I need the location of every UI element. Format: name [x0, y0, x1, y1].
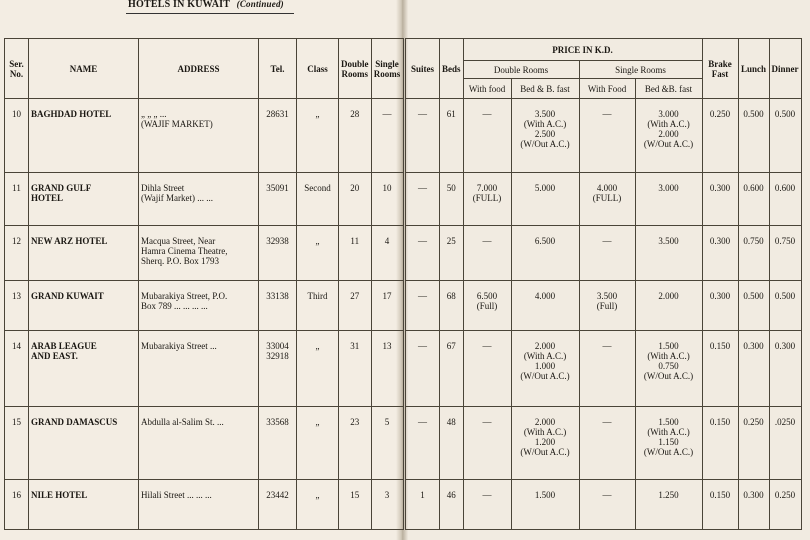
single-with-food: 3.500 (Full) — [579, 281, 635, 331]
table-row — [406, 173, 802, 226]
hotel-address: Abdulla al-Salim St. ... — [139, 407, 259, 480]
hotels-table-left — [4, 38, 404, 530]
table-row — [5, 173, 404, 226]
single-bed-bfast: 3.000 — [635, 173, 702, 226]
table-row — [5, 480, 404, 530]
brakefast-price: 0.300 — [702, 281, 738, 331]
header-single-bed-bfast: Bed &B. fast — [635, 79, 702, 99]
ser-no: 12 — [5, 226, 29, 281]
hotel-name: ARAB LEAGUE AND EAST. — [29, 331, 139, 407]
brakefast-price: 0.150 — [702, 407, 738, 480]
hotel-address: Hilali Street ... ... ... — [139, 480, 259, 530]
suites: — — [406, 226, 440, 281]
hotel-address: Mubarakiya Street, P.O. Box 789 ... ... ... ... — [139, 281, 259, 331]
page-heading — [128, 0, 284, 10]
hotel-class: „ — [297, 331, 339, 407]
double-with-food: — — [463, 331, 511, 407]
header-suites: Suites — [406, 39, 440, 99]
double-rooms: 23 — [339, 407, 372, 480]
ser-no: 10 — [5, 99, 29, 173]
single-with-food: — — [579, 226, 635, 281]
suites: — — [406, 99, 440, 173]
table-row — [5, 226, 404, 281]
single-with-food: — — [579, 407, 635, 480]
header-address: ADDRESS — [139, 39, 259, 99]
ser-no: 16 — [5, 480, 29, 530]
ser-no: 15 — [5, 407, 29, 480]
hotel-tel: 33138 — [259, 281, 297, 331]
lunch-price: 0.250 — [738, 407, 769, 480]
single-bed-bfast: 3.000 (With A.C.) 2.000 (W/Out A.C.) — [635, 99, 702, 173]
hotel-address: „ „ „ ... (WAJIF MARKET) — [139, 99, 259, 173]
double-rooms: 28 — [339, 99, 372, 173]
dinner-price: 0.500 — [769, 99, 801, 173]
hotel-name: GRAND KUWAIT — [29, 281, 139, 331]
header-dinner: Dinner — [769, 39, 801, 99]
hotel-tel: 33568 — [259, 407, 297, 480]
lunch-price: 0.500 — [738, 281, 769, 331]
double-bed-bfast: 4.000 — [511, 281, 579, 331]
header-price: PRICE IN K.D. — [463, 39, 702, 61]
hotel-address: Macqua Street, Near Hamra Cinema Theatre, Sherq. P.O. Box 1793 — [139, 226, 259, 281]
dinner-price: .0250 — [769, 407, 801, 480]
beds: 46 — [440, 480, 464, 530]
brakefast-price: 0.300 — [702, 226, 738, 281]
table-row — [406, 407, 802, 480]
suites: — — [406, 281, 440, 331]
beds: 67 — [440, 331, 464, 407]
table-row — [406, 281, 802, 331]
suites: 1 — [406, 480, 440, 530]
dinner-price: 0.300 — [769, 331, 801, 407]
double-rooms: 27 — [339, 281, 372, 331]
double-bed-bfast: 2.000 (With A.C.) 1.200 (W/Out A.C.) — [511, 407, 579, 480]
header-brakefast: Brake Fast — [702, 39, 738, 99]
hotel-class: Second — [297, 173, 339, 226]
hotel-name: GRAND DAMASCUS — [29, 407, 139, 480]
single-with-food: — — [579, 331, 635, 407]
hotel-name: NILE HOTEL — [29, 480, 139, 530]
hotel-class: „ — [297, 226, 339, 281]
double-bed-bfast: 2.000 (With A.C.) 1.000 (W/Out A.C.) — [511, 331, 579, 407]
single-bed-bfast: 2.000 — [635, 281, 702, 331]
dinner-price: 0.500 — [769, 281, 801, 331]
header-lunch: Lunch — [738, 39, 769, 99]
lunch-price: 0.500 — [738, 99, 769, 173]
header-tel: Tel. — [259, 39, 297, 99]
hotel-tel: 35091 — [259, 173, 297, 226]
double-with-food: — — [463, 407, 511, 480]
beds: 48 — [440, 407, 464, 480]
header-class: Class — [297, 39, 339, 99]
double-with-food: 6.500 (Full) — [463, 281, 511, 331]
table-row — [406, 99, 802, 173]
double-bed-bfast: 3.500 (With A.C.) 2.500 (W/Out A.C.) — [511, 99, 579, 173]
ser-no: 13 — [5, 281, 29, 331]
double-rooms: 11 — [339, 226, 372, 281]
double-rooms: 31 — [339, 331, 372, 407]
single-bed-bfast: 1.500 (With A.C.) 0.750 (W/Out A.C.) — [635, 331, 702, 407]
single-bed-bfast: 3.500 — [635, 226, 702, 281]
beds: 25 — [440, 226, 464, 281]
single-rooms: 17 — [371, 281, 403, 331]
single-with-food: 4.000 (FULL) — [579, 173, 635, 226]
hotel-name: NEW ARZ HOTEL — [29, 226, 139, 281]
hotel-class: „ — [297, 480, 339, 530]
double-with-food: 7.000 (FULL) — [463, 173, 511, 226]
beds: 50 — [440, 173, 464, 226]
header-double-bed-bfast: Bed & B. fast — [511, 79, 579, 99]
double-with-food: — — [463, 99, 511, 173]
single-rooms: 4 — [371, 226, 403, 281]
lunch-price: 0.750 — [738, 226, 769, 281]
header-single-with-food: With Food — [579, 79, 635, 99]
table-row — [406, 226, 802, 281]
header-beds: Beds — [440, 39, 464, 99]
single-rooms: 10 — [371, 173, 403, 226]
single-rooms: — — [371, 99, 403, 173]
header-name: NAME — [29, 39, 139, 99]
table-row — [5, 407, 404, 480]
double-bed-bfast: 6.500 — [511, 226, 579, 281]
table-row — [406, 480, 802, 530]
ser-no: 14 — [5, 331, 29, 407]
single-bed-bfast: 1.250 — [635, 480, 702, 530]
suites: — — [406, 173, 440, 226]
ser-no: 11 — [5, 173, 29, 226]
double-bed-bfast: 1.500 — [511, 480, 579, 530]
header-single-price: Single Rooms — [579, 61, 702, 79]
lunch-price: 0.300 — [738, 480, 769, 530]
header-ser: Ser. No. — [5, 39, 29, 99]
hotel-tel: 28631 — [259, 99, 297, 173]
double-rooms: 20 — [339, 173, 372, 226]
single-bed-bfast: 1.500 (With A.C.) 1.150 (W/Out A.C.) — [635, 407, 702, 480]
single-with-food: — — [579, 480, 635, 530]
hotel-class: „ — [297, 407, 339, 480]
header-double-price: Double Rooms — [463, 61, 579, 79]
hotel-tel: 33004 32918 — [259, 331, 297, 407]
hotel-address: Mubarakiya Street ... — [139, 331, 259, 407]
suites: — — [406, 407, 440, 480]
hotel-tel: 32938 — [259, 226, 297, 281]
table-row — [406, 331, 802, 407]
brakefast-price: 0.250 — [702, 99, 738, 173]
heading-title: HOTELS IN KUWAIT — [128, 0, 230, 10]
dinner-price: 0.750 — [769, 226, 801, 281]
double-rooms: 15 — [339, 480, 372, 530]
single-with-food: — — [579, 99, 635, 173]
double-with-food: — — [463, 226, 511, 281]
double-with-food: — — [463, 480, 511, 530]
brakefast-price: 0.150 — [702, 480, 738, 530]
beds: 68 — [440, 281, 464, 331]
heading-continued: (Continued) — [236, 0, 284, 9]
hotel-name: BAGHDAD HOTEL — [29, 99, 139, 173]
hotel-class: „ — [297, 99, 339, 173]
hotels-table-right — [405, 38, 802, 530]
double-bed-bfast: 5.000 — [511, 173, 579, 226]
hotel-name: GRAND GULF HOTEL — [29, 173, 139, 226]
suites: — — [406, 331, 440, 407]
brakefast-price: 0.150 — [702, 331, 738, 407]
dinner-price: 0.600 — [769, 173, 801, 226]
hotel-tel: 23442 — [259, 480, 297, 530]
dinner-price: 0.250 — [769, 480, 801, 530]
single-rooms: 5 — [371, 407, 403, 480]
lunch-price: 0.300 — [738, 331, 769, 407]
header-double-rooms: Double Rooms — [339, 39, 372, 99]
header-double-with-food: With food — [463, 79, 511, 99]
single-rooms: 13 — [371, 331, 403, 407]
lunch-price: 0.600 — [738, 173, 769, 226]
single-rooms: 3 — [371, 480, 403, 530]
table-row — [5, 331, 404, 407]
header-single-rooms: Single Rooms — [371, 39, 403, 99]
brakefast-price: 0.300 — [702, 173, 738, 226]
table-row — [5, 99, 404, 173]
hotel-class: Third — [297, 281, 339, 331]
heading-underline — [126, 13, 294, 14]
table-row — [5, 281, 404, 331]
beds: 61 — [440, 99, 464, 173]
hotel-address: Dihla Street (Wajif Market) ... ... — [139, 173, 259, 226]
